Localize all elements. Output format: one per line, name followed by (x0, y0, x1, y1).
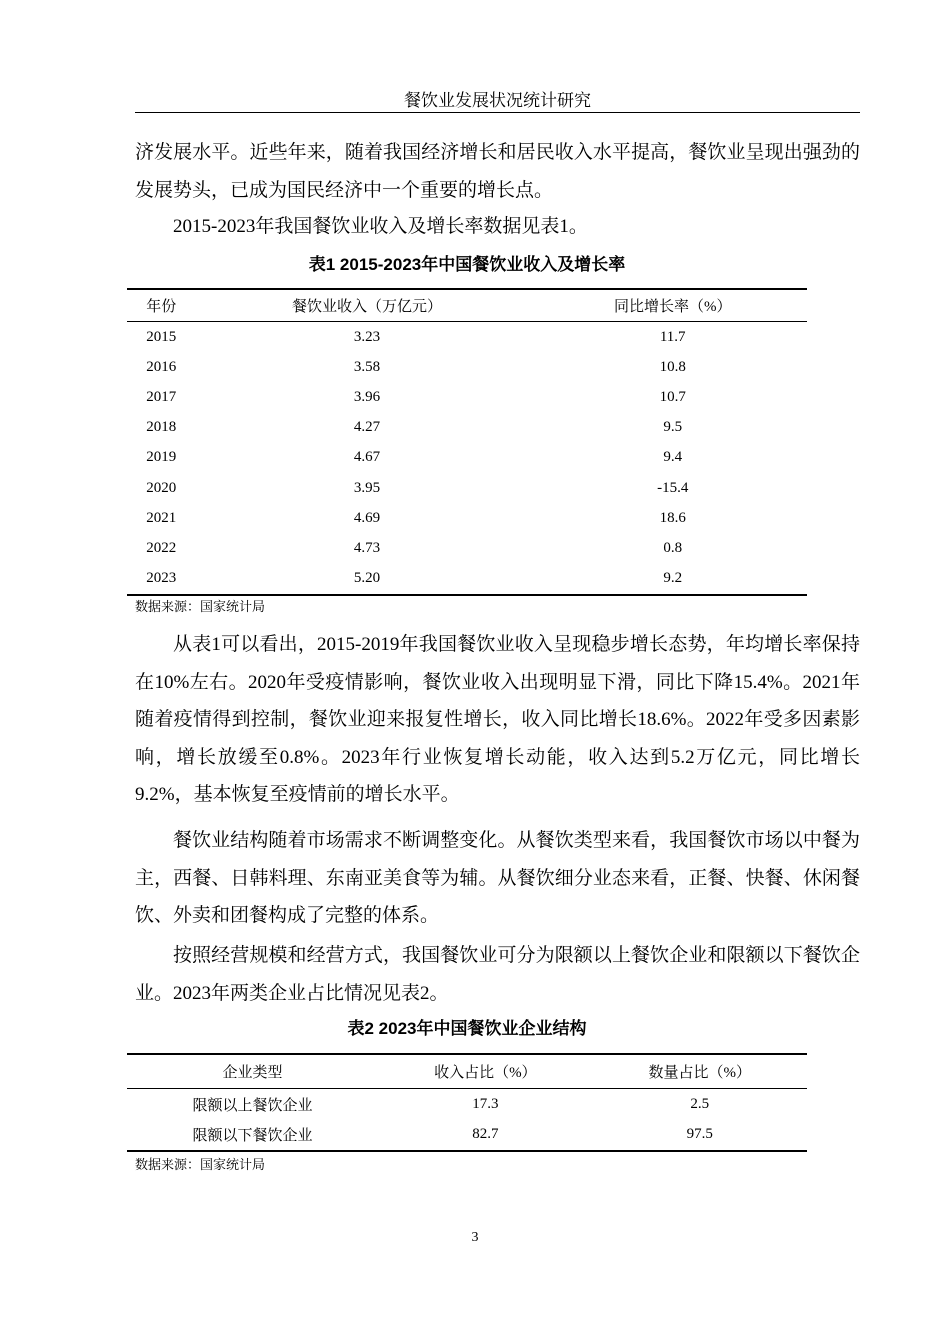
page-number: 3 (471, 1230, 479, 1245)
table-row (127, 1089, 807, 1120)
table-row (127, 413, 807, 443)
table-cell: 10.7 (659, 388, 686, 405)
table-row (127, 352, 807, 382)
table-cell: 2016 (146, 358, 177, 375)
table-cell: 10.8 (659, 358, 686, 375)
table1-caption: 表1 2015-2023年中国餐饮业收入及增长率 (308, 255, 626, 274)
table2-source: 数据来源：国家统计局 (135, 1157, 266, 1172)
table-row (127, 322, 807, 353)
table-cell: 2018 (146, 419, 177, 436)
header-rule (135, 112, 860, 113)
table-cell: 2015 (146, 328, 177, 345)
paragraph-table1-analysis: 从表1可以看出，2015-2019年我国餐饮业收入呈现稳步增长态势，年均增长率保持在10%左右。2020年受疫情影响，餐饮业收入出现明显下滑，同比下降15.4%。2021年随着疫情得到控制，餐饮业迎来报复性增长，收入同比增长18.6%。2022年受多因素影响，增长放缓至0.8%。2023年行业恢复增长动能，收入达到5.2万亿元，同比增长9.2%，基本恢复至疫情前的增长水平。 (135, 634, 860, 805)
table-cell: 2022 (146, 539, 177, 556)
table-cell: 2020 (146, 479, 177, 496)
table-cell: 3.95 (353, 479, 381, 496)
table-cell: 3.58 (353, 358, 381, 375)
table2 (127, 1053, 807, 1152)
table-cell: 限额以下餐饮企业 (192, 1128, 313, 1145)
table-cell: 4.27 (353, 419, 381, 436)
table-cell: 82.7 (472, 1126, 499, 1143)
table-cell: -15.4 (657, 479, 689, 496)
table-cell: 2021 (146, 509, 177, 526)
paragraph-table2-intro: 按照经营规模和经营方式，我国餐饮业可分为限额以上餐饮企业和限额以下餐饮企业。2023年两类企业占比情况见表2。 (135, 945, 860, 1004)
table1-header-growth: 同比增长率（%） (613, 299, 732, 315)
table-cell: 2023 (146, 570, 177, 587)
table2-header-count-share: 数量占比（%） (648, 1065, 752, 1081)
table2-caption: 表2 2023年中国餐饮业企业结构 (347, 1019, 587, 1038)
table-cell: 9.2 (663, 570, 683, 587)
table-cell: 限额以上餐饮企业 (192, 1097, 313, 1114)
table-cell: 9.4 (663, 449, 683, 466)
paragraph-table1-intro: 2015-2023年我国餐饮业收入及增长率数据见表1。 (173, 216, 588, 237)
table-row (127, 533, 807, 563)
table-cell: 11.7 (659, 328, 686, 345)
table-cell: 4.69 (353, 509, 381, 526)
table-cell: 2.5 (690, 1095, 710, 1112)
paragraph-continuation: 济发展水平。近些年来，随着我国经济增长和居民收入水平提高，餐饮业呈现出强劲的发展势头，已成为国民经济中一个重要的增长点。 (135, 142, 860, 201)
table-cell: 4.73 (353, 539, 381, 556)
table1 (127, 288, 807, 596)
table-cell: 9.5 (663, 419, 683, 436)
table-row (127, 382, 807, 412)
table-row (127, 1120, 807, 1152)
table2-header-revenue-share: 收入占比（%） (434, 1065, 537, 1081)
table-row (127, 443, 807, 473)
table2-header-type: 企业类型 (222, 1065, 283, 1081)
table-cell: 17.3 (472, 1095, 499, 1112)
table-cell: 4.67 (353, 449, 381, 466)
table-row (127, 473, 807, 503)
table-cell: 3.23 (353, 328, 381, 345)
table-cell: 5.20 (353, 570, 381, 587)
table-cell: 2017 (146, 388, 177, 405)
table-row (127, 564, 807, 595)
table-row (127, 503, 807, 533)
table1-header-year: 年份 (146, 299, 177, 315)
running-header-title: 餐饮业发展状况统计研究 (404, 91, 591, 110)
table-cell: 2019 (146, 449, 177, 466)
paragraph-structure: 餐饮业结构随着市场需求不断调整变化。从餐饮类型来看，我国餐饮市场以中餐为主，西餐、日韩料理、东南亚美食等为辅。从餐饮细分业态来看，正餐、快餐、休闲餐饮、外卖和团餐构成了完整的体系。 (135, 830, 860, 926)
table-cell: 3.96 (353, 388, 381, 405)
table1-source: 数据来源：国家统计局 (135, 599, 266, 614)
table-cell: 18.6 (659, 509, 686, 526)
table-cell: 0.8 (663, 539, 683, 556)
table-cell: 97.5 (686, 1126, 713, 1143)
table1-header-revenue: 餐饮业收入（万亿元） (292, 299, 443, 315)
